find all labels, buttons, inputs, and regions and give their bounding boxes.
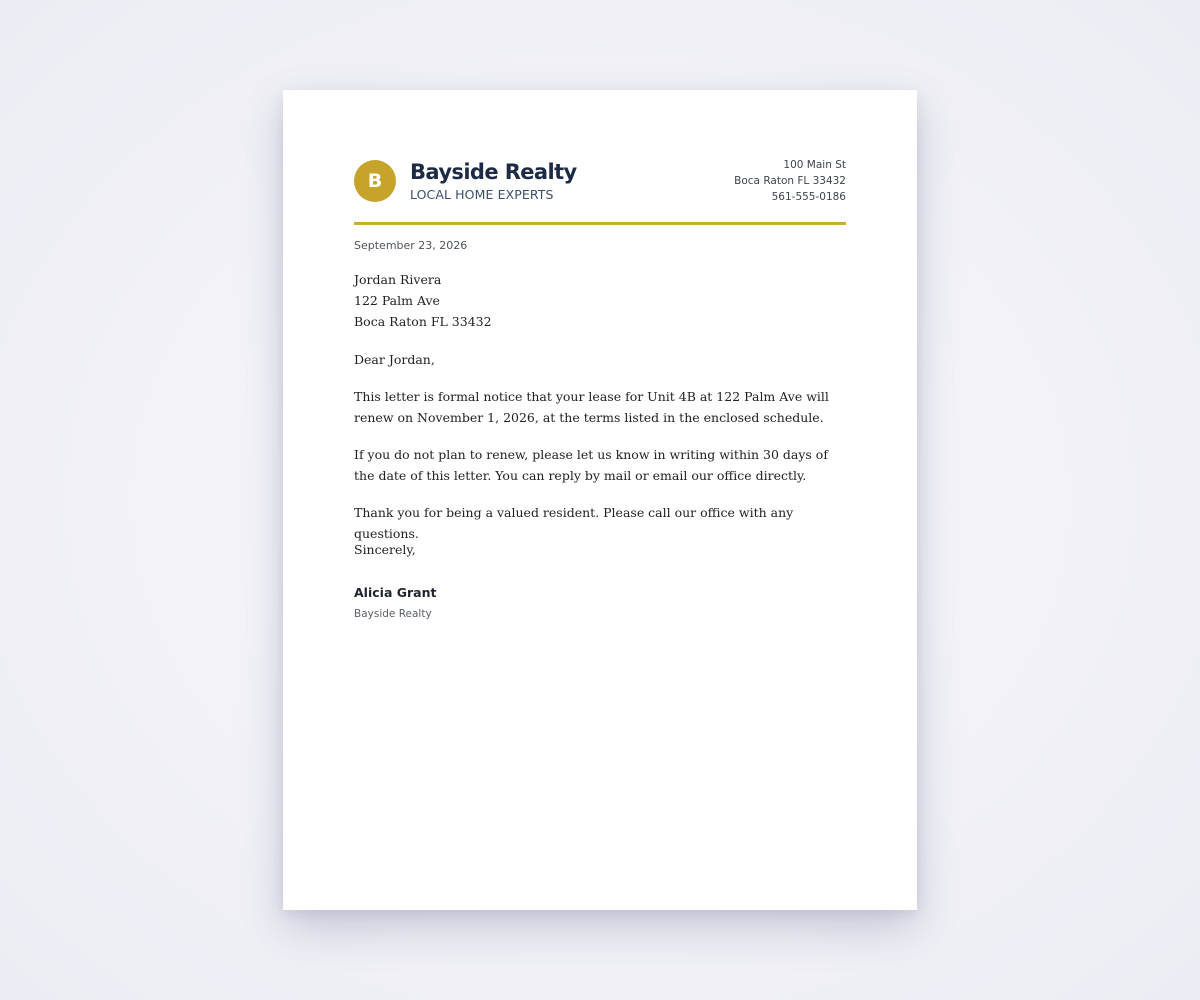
recipient-street: 122 Palm Ave [354, 292, 440, 308]
letter-page [283, 90, 917, 910]
letter-date: September 23, 2026 [354, 239, 468, 252]
company-city-line: Boca Raton FL 33432 [734, 175, 846, 187]
body-paragraph: If you do not plan to renew, please let us know in writing within 30 days of the date of this letter. You can reply by mail or email our office directly. [354, 447, 828, 483]
body-paragraph: Thank you for being a valued resident. Please call our office with any questions. [354, 505, 794, 541]
company-phone: 561-555-0186 [771, 191, 846, 203]
signer-company: Bayside Realty [354, 608, 432, 620]
salutation: Dear Jordan, [354, 352, 435, 367]
body-paragraph: This letter is formal notice that your lease for Unit 4B at 122 Palm Ave will renew on November 1, 2026, at the terms listed in the enclosed schedule. [354, 389, 829, 425]
recipient-city-line: Boca Raton FL 33432 [354, 313, 492, 329]
company-logo: B [354, 160, 396, 202]
letterhead [354, 160, 846, 225]
signer-name: Alicia Grant [354, 585, 437, 600]
company-name: Bayside Realty [410, 160, 577, 184]
recipient-name: Jordan Rivera [354, 272, 442, 287]
company-street: 100 Main St [783, 159, 846, 171]
company-contact [734, 157, 846, 205]
recipient-address [354, 270, 492, 332]
closing: Sincerely, [354, 542, 416, 557]
company-tagline: LOCAL HOME EXPERTS [410, 187, 554, 202]
